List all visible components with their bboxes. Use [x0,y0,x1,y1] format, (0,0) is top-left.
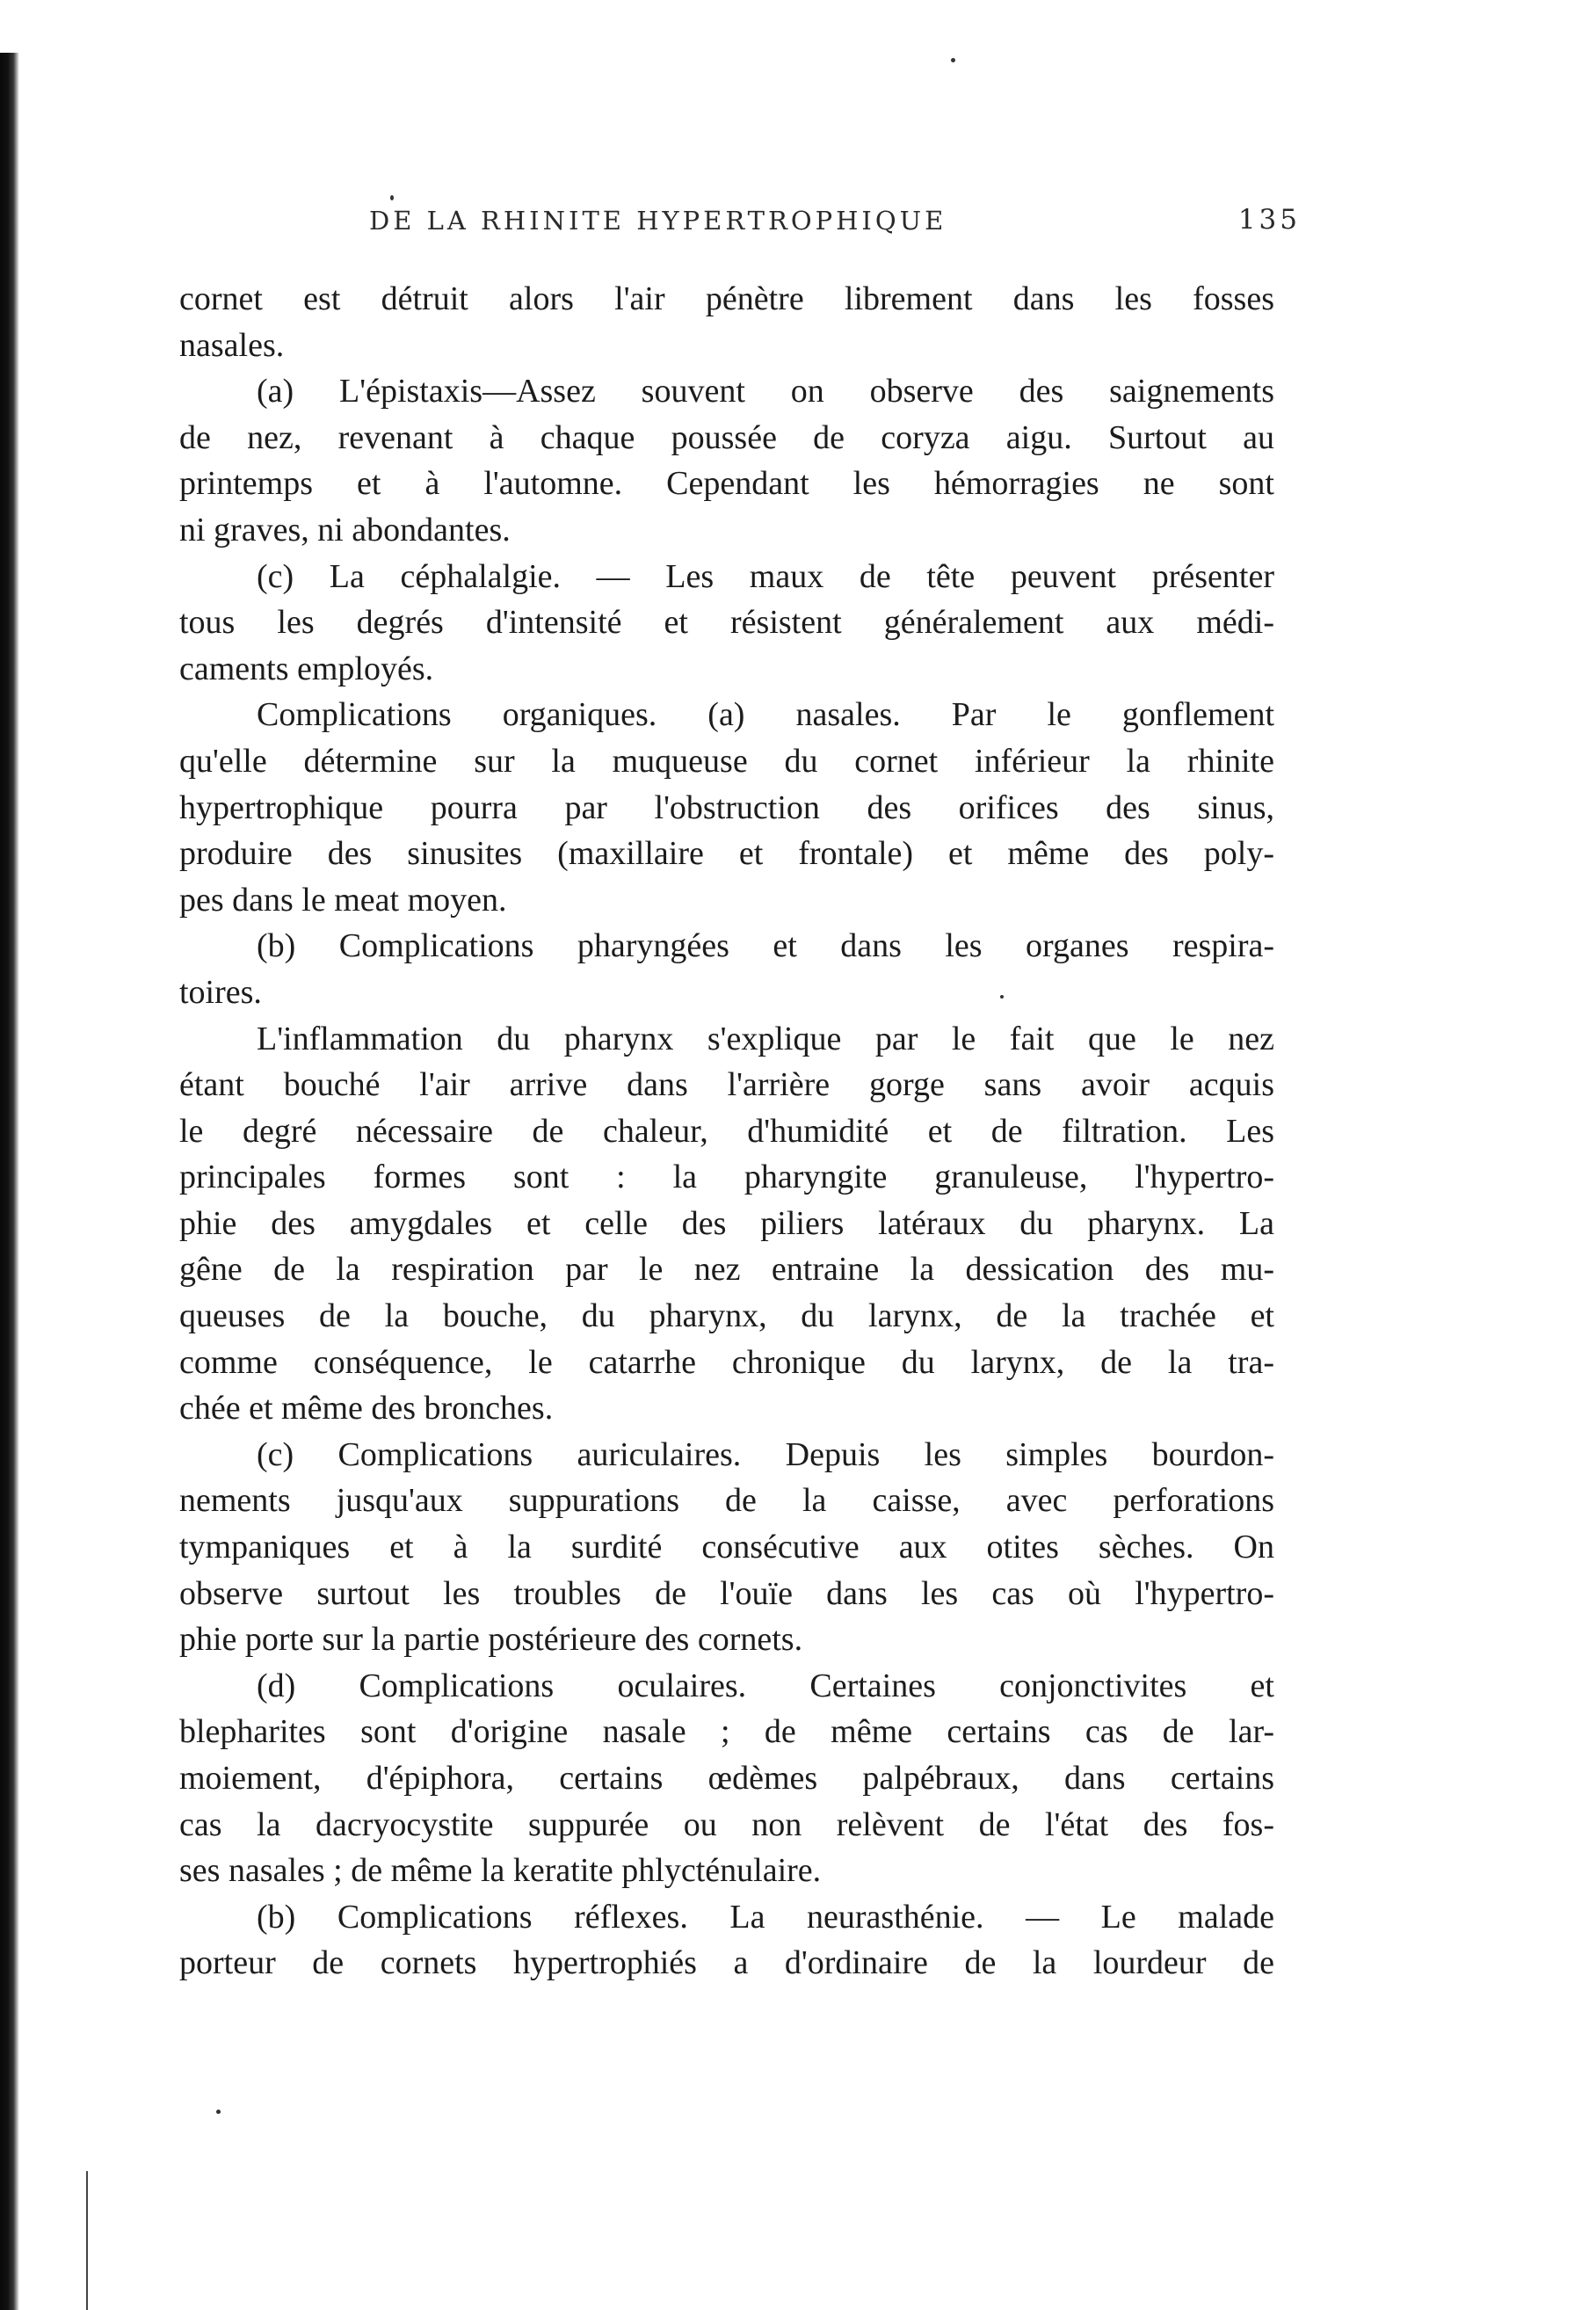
text-line: tous les degrés d'intensité et résistent généralement aux médi- [179,604,1274,642]
text-line: cas la dacryocystite suppurée ou non relèvent de l'état des fos- [179,1805,1274,1843]
text-line: gêne de la respiration par le nez entraine la dessication des mu- [179,1251,1274,1289]
text-line: hypertrophique pourra par l'obstruction des orifices des sinus, [179,788,1274,826]
running-head: DE LA RHINITE HYPERTROPHIQUE [369,206,947,236]
text-line: le degré nécessaire de chaleur, d'humidité et de filtration. Les [179,1112,1274,1150]
text-line: printemps et à l'automne. Cependant les hémorragies ne sont [179,465,1274,503]
binding-shadow [0,53,19,2310]
text-line: chée et même des bronches. [179,1390,554,1427]
text-line: (c) La céphalalgie. — Les maux de tête peuvent présenter [257,557,1274,595]
text-line: observe surtout les troubles de l'ouïe dans les cas où l'hypertro- [179,1574,1274,1612]
text-line: cornet est détruit alors l'air pénètre librement dans les fosses [179,280,1274,317]
text-line: moiement, d'épiphora, certains œdèmes palpébraux, dans certains [179,1760,1274,1797]
text-line: phie des amygdales et celle des piliers latéraux du pharynx. La [179,1204,1274,1242]
text-line: ses nasales ; de même la keratite phlycténulaire. [179,1852,822,1890]
text-line: queuses de la bouche, du pharynx, du larynx, de la trachée et [179,1297,1274,1335]
text-line: de nez, revenant à chaque poussée de coryza aigu. Surtout au [179,418,1274,456]
text-line: comme conséquence, le catarrhe chronique du larynx, de la tra- [179,1343,1274,1381]
text-line: (d) Complications oculaires. Certaines conjonctivites et [257,1667,1274,1704]
text-line: (c) Complications auriculaires. Depuis les simples bourdon- [257,1435,1274,1473]
text-line: étant bouché l'air arrive dans l'arrière gorge sans avoir acquis [179,1066,1274,1104]
text-line: qu'elle détermine sur la muqueuse du cornet inférieur la rhinite [179,742,1274,780]
text-line: (b) Complications réflexes. La neurasthénie. — Le malade [257,1898,1274,1936]
page-header [369,200,1301,243]
text-line: phie porte sur la partie postérieure des cornets. [179,1621,803,1659]
text-line: principales formes sont : la pharyngite granuleuse, l'hypertro- [179,1159,1274,1196]
body-text [179,276,1274,1987]
text-line: L'inflammation du pharynx s'explique par le fait que le nez [257,1020,1274,1057]
ink-speck [216,2110,221,2114]
text-line: pes dans le meat moyen. [179,881,507,919]
text-line: Complications organiques. (a) nasales. Par le gonflement [257,696,1274,734]
text-line: (b) Complications pharyngées et dans les organes respira- [257,927,1274,965]
text-line: caments employés. [179,650,434,687]
text-line: nements jusqu'aux suppurations de la caisse, avec perforations [179,1482,1274,1520]
text-line: nasales. [179,326,285,364]
text-line: tympaniques et à la surdité consécutive aux otites sèches. On [179,1529,1274,1566]
page-number: 135 [1237,204,1301,236]
text-line: ni graves, ni abondantes. [179,511,511,548]
binding-edge-line [86,2171,88,2310]
text-line: porteur de cornets hypertrophiés a d'ordinaire de la lourdeur de [179,1944,1274,1982]
text-line: produire des sinusites (maxillaire et frontale) et même des poly- [179,835,1274,873]
ink-speck [951,58,955,62]
text-line: toires. [179,973,262,1011]
text-line: blepharites sont d'origine nasale ; de même certains cas de lar- [179,1713,1274,1751]
text-line: (a) L'épistaxis—Assez souvent on observe des saignements [257,373,1274,410]
